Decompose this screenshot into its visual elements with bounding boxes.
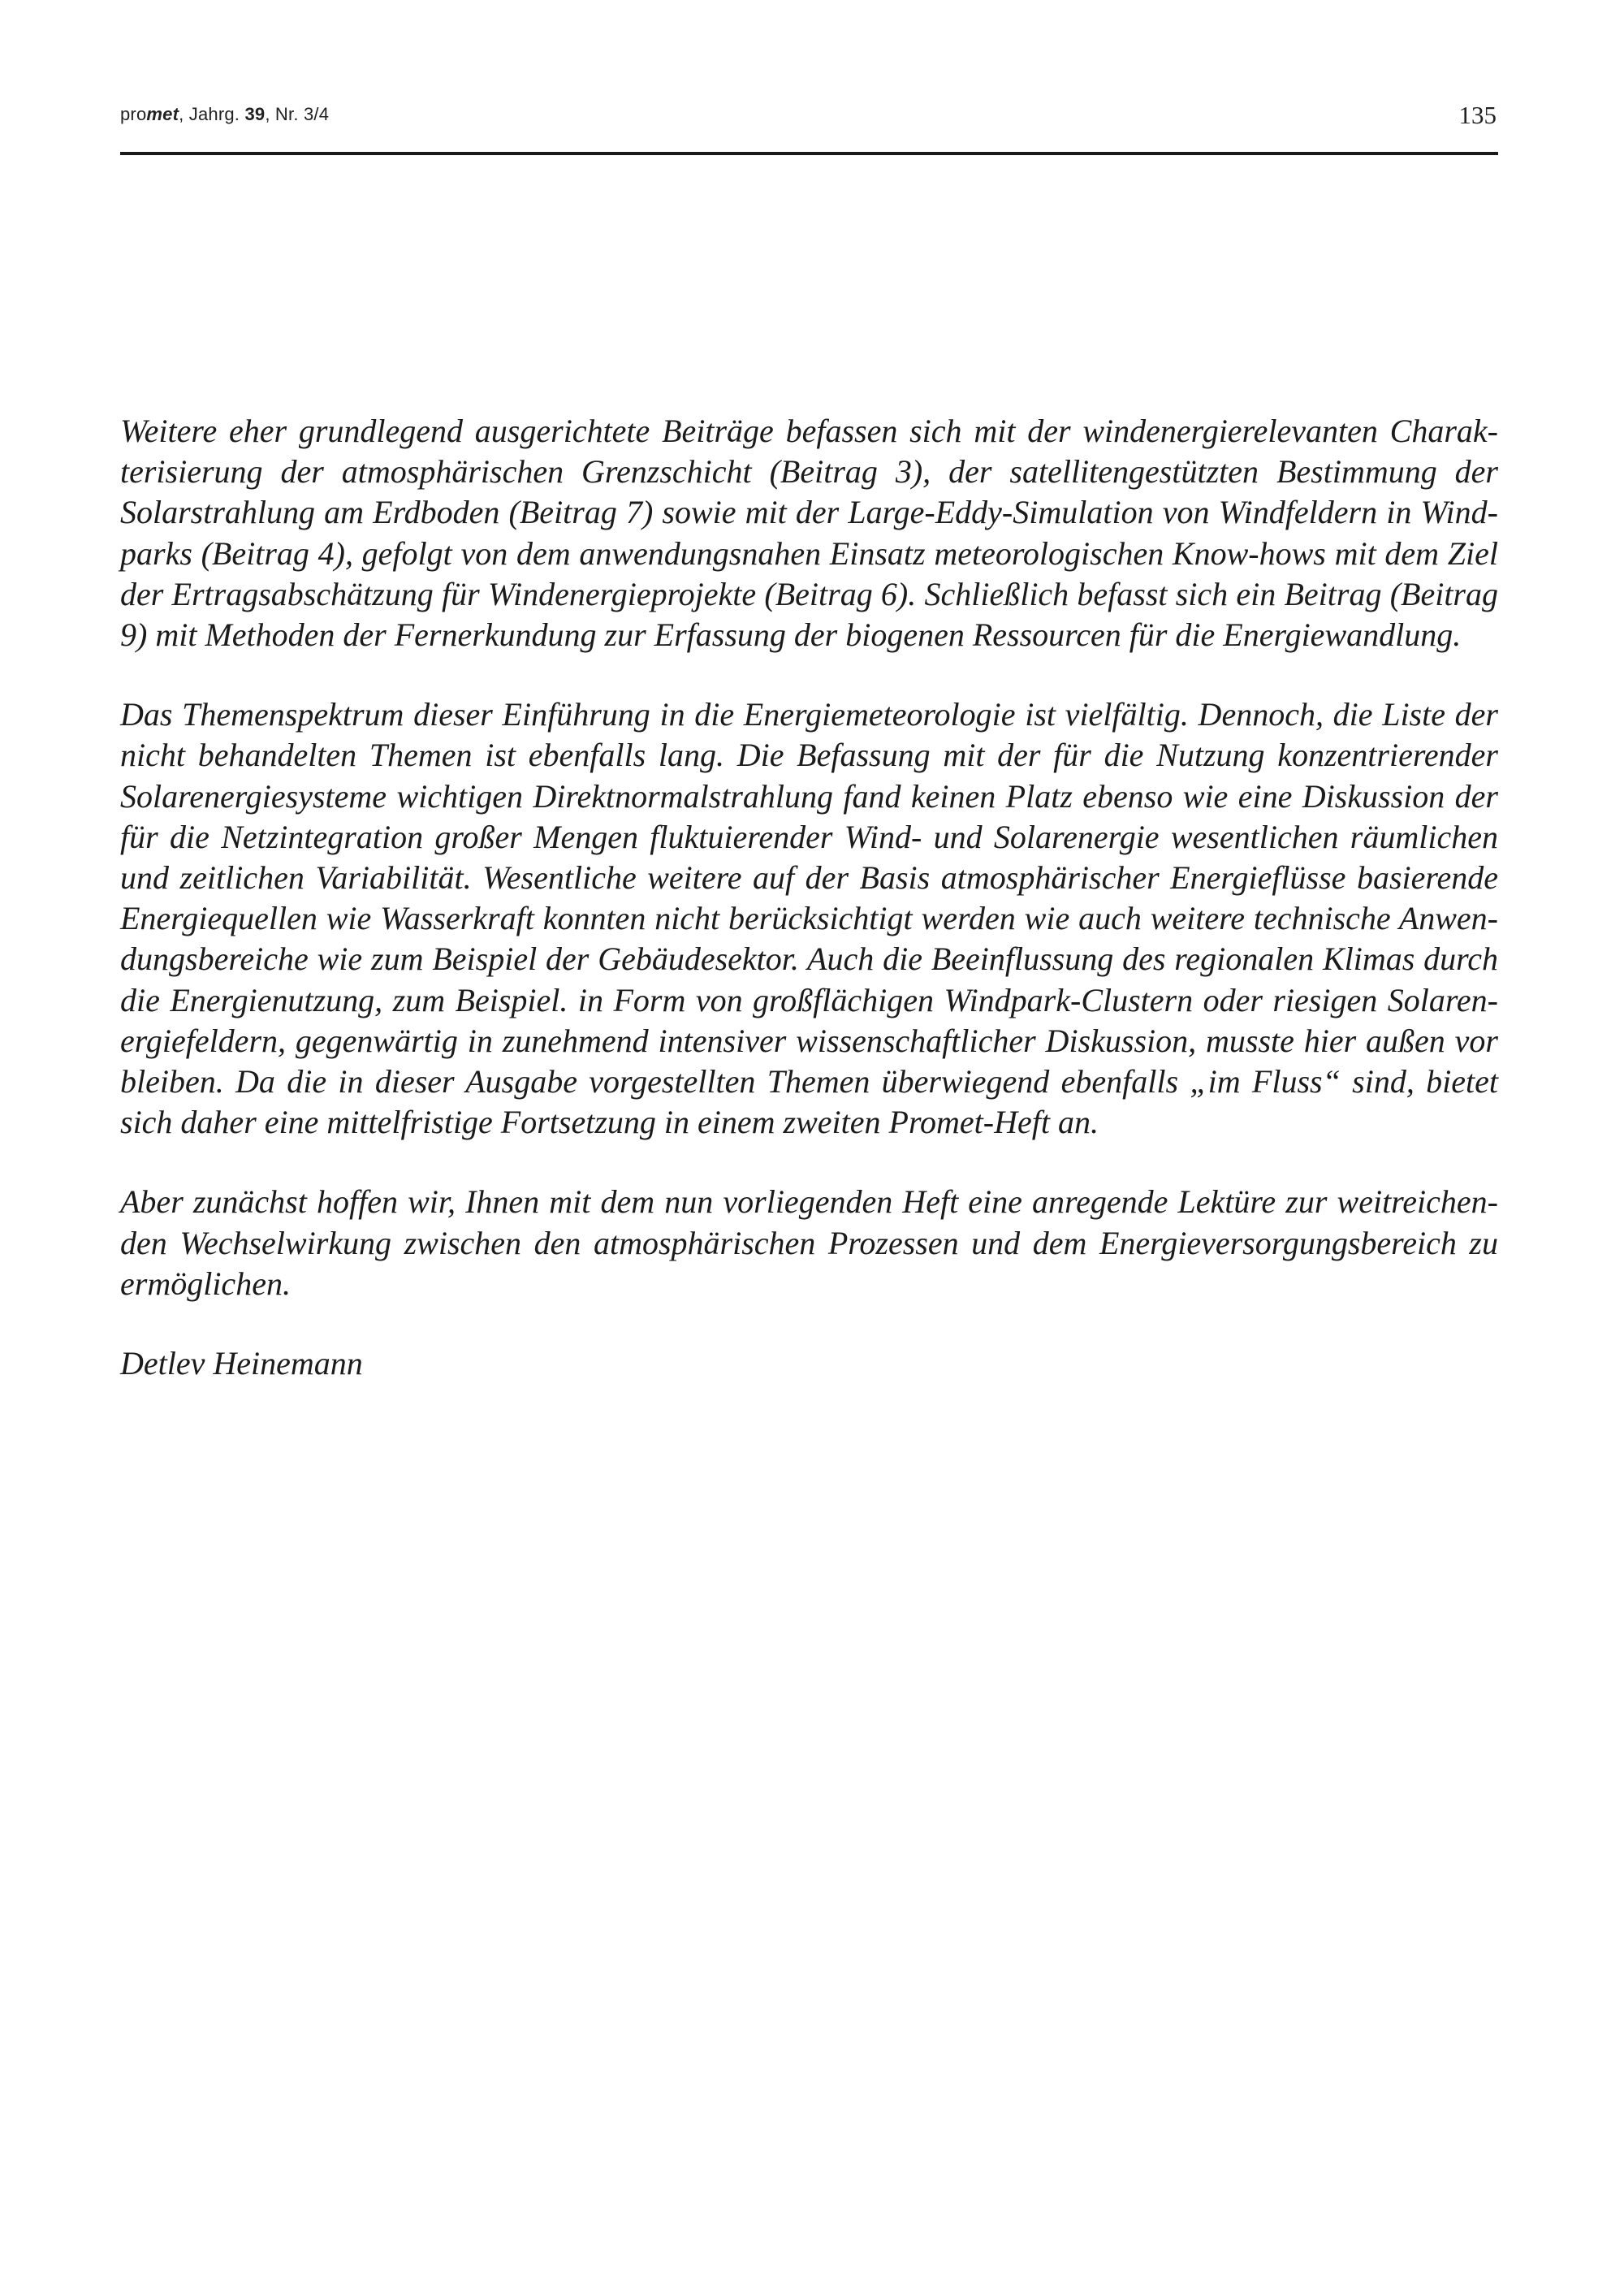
paragraph-1: Weitere eher grundlegend ausgerichtete Beiträge befassen sich mit der windenergierelevanten Charakterisierung der atmosphärischen Grenzschicht (Beitrag 3), der satellitengestützten Bestimmung der Solarstrahlung am Erdboden (Beitrag 7) sowie mit der Large-Eddy-Simulation von Windfeldern in Windparks (Beitrag 4), gefolgt von dem anwendungsnahen Einsatz meteorologischen Know-hows mit dem Ziel der Ertragsabschätzung für Windenergieprojekte (Beitrag 6). Schließlich befasst sich ein Beitrag (Beitrag 9) mit Methoden der Fernerkundung zur Erfassung der biogenen Ressourcen für die Energiewandlung.: [120, 413, 1498, 654]
journal-name-prefix: pro: [120, 104, 147, 124]
article-body: [120, 411, 1498, 1423]
paragraph-3: Aber zunächst hoffen wir, Ihnen mit dem nun vorliegenden Heft eine anregende Lektüre zur weitreichenden Wechselwirkung zwischen den atmosphärischen Prozessen und dem Energieversorgungsbereich zu ermöglichen.: [120, 1183, 1498, 1302]
volume-number: 39: [244, 104, 266, 124]
journal-name-brand: met: [146, 104, 179, 124]
paragraph-2: Das Themenspektrum dieser Einführung in die Energiemeteorologie ist vielfältig. Dennoch, die Liste der nicht behandelten Themen ist ebenfalls lang. Die Befassung mit der für die Nutzung konzentrierender Solarenergiesysteme wichtigen Direktnormalstrahlung fand keinen Platz ebenso wie eine Diskussion der für die Netzintegration großer Mengen fluktuierender Wind- und Solarenergie wesentlichen räumlichen und zeitlichen Variabilität. Wesentliche weitere auf der Basis atmosphärischer Energieflüsse basierende Energiequellen wie Wasserkraft konnten nicht berücksichtigt werden wie auch weitere technische Anwendungsbereiche wie zum Beispiel der Gebäudesektor. Auch die Beeinflussung des regionalen Klimas durch die Energienutzung, zum Beispiel. in Form von großflächigen Windpark-Clustern oder riesigen Solarenergiefeldern, gegenwärtig in zunehmend intensiver wissenschaftlicher Diskussion, musste hier außen vor bleiben. Da die in dieser Ausgabe vorgestellten Themen überwiegend ebenfalls „im Fluss“ sind, bietet sich daher eine mittelfristige Fortsetzung in einem zweiten Promet-Heft an.: [120, 696, 1498, 1141]
page-number: 135: [1458, 101, 1497, 129]
header-rule: [120, 152, 1498, 155]
author-signature: Detlev Heinemann: [120, 1345, 363, 1382]
issue-label: , Nr. 3/4: [265, 104, 330, 124]
running-header: [120, 104, 329, 125]
journal-year-label: , Jahrg.: [179, 104, 245, 124]
